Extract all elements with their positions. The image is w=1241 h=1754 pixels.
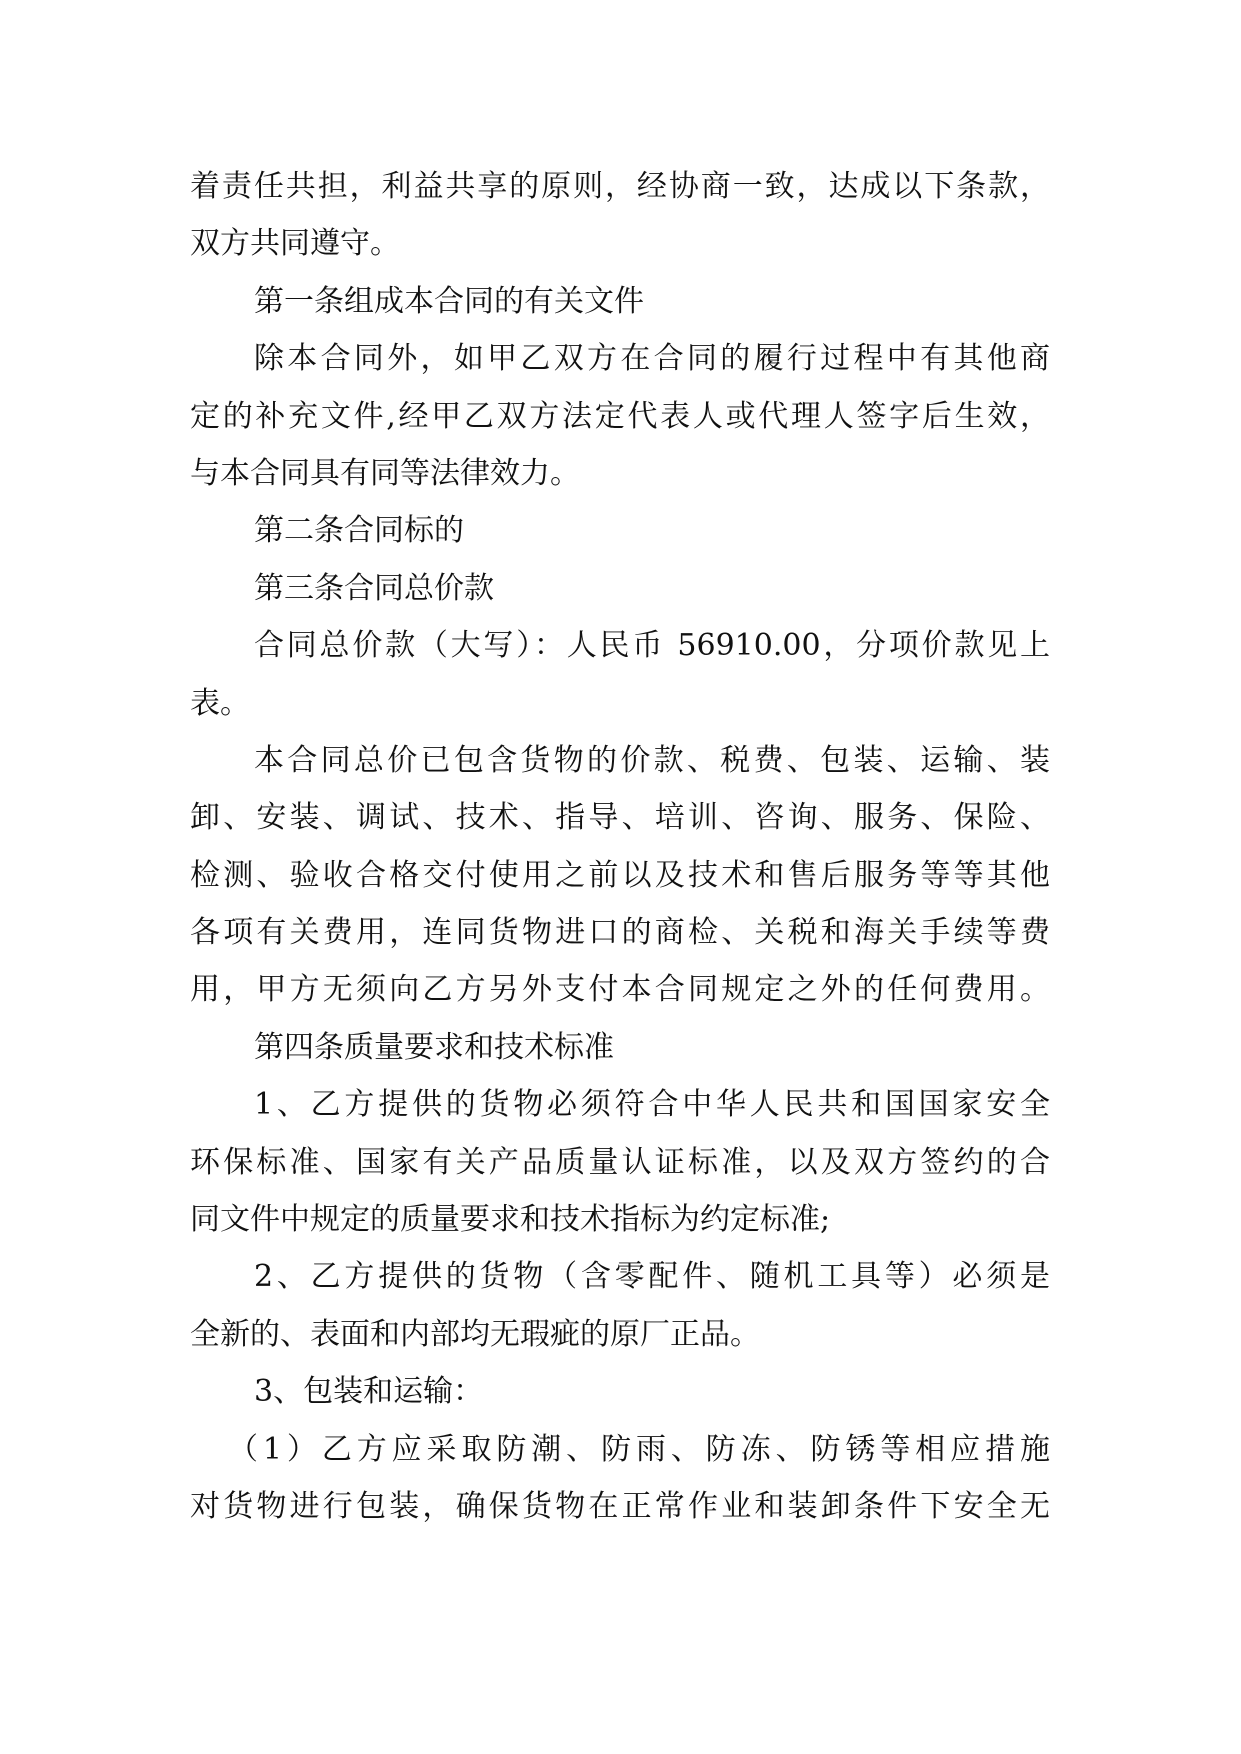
text-line: 双方共同遵守。 xyxy=(190,226,400,262)
section-heading: 第二条合同标的 xyxy=(254,513,464,549)
text-line: 本合同总价已包含货物的价款、税费、包装、运输、装 xyxy=(254,742,1050,778)
text-line: 环保标准、国家有关产品质量认证标准，以及双方签约的合 xyxy=(190,1144,1050,1180)
text-line: 表。 xyxy=(190,685,250,721)
section-heading: 第一条组成本合同的有关文件 xyxy=(254,283,644,319)
text-line: 各项有关费用，连同货物进口的商检、关税和海关手续等费 xyxy=(190,915,1050,951)
text-line: 定的补充文件,经甲乙双方法定代表人或代理人签字后生效， xyxy=(190,398,1050,434)
section-heading: 第三条合同总价款 xyxy=(254,570,494,606)
text-line: 2、乙方提供的货物（含零配件、随机工具等）必须是 xyxy=(254,1259,1050,1295)
text-line: 与本合同具有同等法律效力。 xyxy=(190,455,580,491)
text-line: 全新的、表面和内部均无瑕疵的原厂正品。 xyxy=(190,1316,760,1352)
text-line: （1）乙方应采取防潮、防雨、防冻、防锈等相应措施 xyxy=(228,1431,1050,1467)
text-line: 合同总价款（大写）：人民币 56910.00，分项价款见上 xyxy=(254,628,1050,664)
text-line: 着责任共担，利益共享的原则，经协商一致，达成以下条款， xyxy=(190,169,1050,204)
text-line: 对货物进行包装，确保货物在正常作业和装卸条件下安全无 xyxy=(190,1488,1050,1524)
section-heading: 第四条质量要求和技术标准 xyxy=(254,1029,614,1065)
text-line: 1、乙方提供的货物必须符合中华人民共和国国家安全 xyxy=(254,1087,1050,1123)
text-line: 同文件中规定的质量要求和技术指标为约定标准; xyxy=(190,1202,831,1238)
text-line: 用，甲方无须向乙方另外支付本合同规定之外的任何费用。 xyxy=(190,972,1050,1008)
text-line: 卸、安装、调试、技术、指导、培训、咨询、服务、保险、 xyxy=(190,800,1050,836)
text-line: 3、包装和运输： xyxy=(254,1374,484,1410)
text-line: 除本合同外，如甲乙双方在合同的履行过程中有其他商 xyxy=(254,341,1050,377)
document-page xyxy=(190,158,1050,1535)
text-line: 检测、验收合格交付使用之前以及技术和售后服务等等其他 xyxy=(190,857,1050,893)
